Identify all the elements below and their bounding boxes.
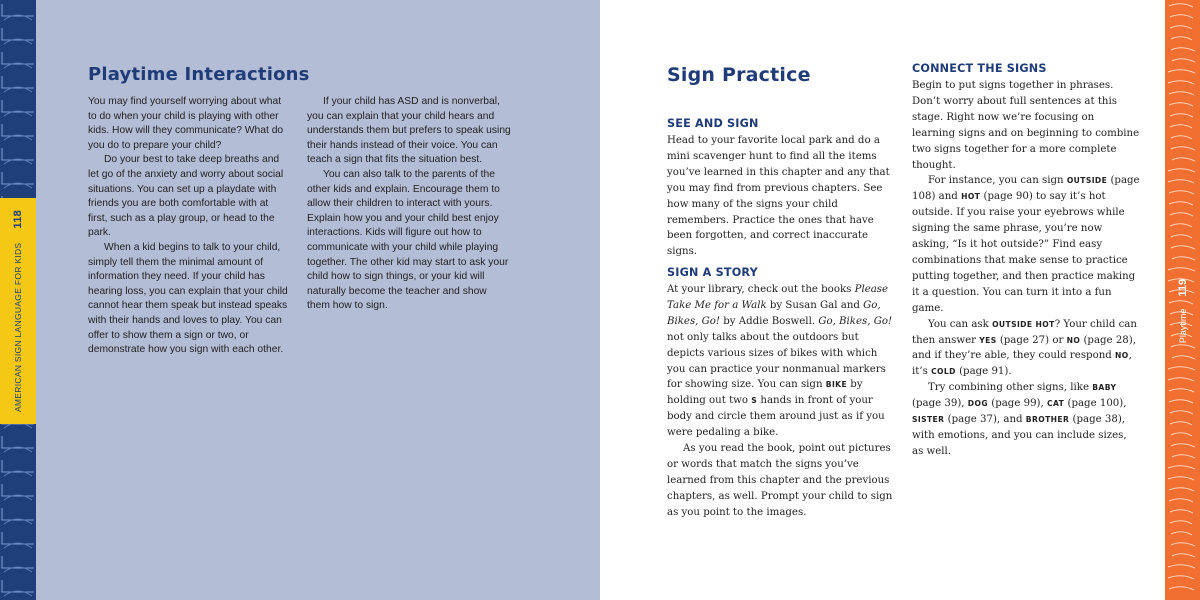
sign-term: BABY bbox=[1092, 383, 1117, 393]
paragraph: When a kid begins to talk to your child, simply tell them the minimal amount of information they need. If your child has hearing loss, you can explain that your child cannot hear them speak but instead speaks with their hands and loves to play. You can offer to show them a sign or two, or demonstrate how you sign with each other. bbox=[88, 241, 288, 356]
paragraph: You may find yourself worrying about what to do when your child is playing with other kids. How will they communicate? What do you do to prepare your child? bbox=[88, 96, 284, 151]
text-run: (page 99), bbox=[987, 398, 1047, 410]
paragraph: If your child has ASD and is nonverbal, you can explain that your child hears and understands them but prefers to speak using their hands instead of their voice. You can teach a sign that fits the situation best. bbox=[307, 96, 511, 166]
sign-term: YES bbox=[979, 335, 997, 345]
sign-term: OUTSIDE bbox=[1066, 176, 1108, 186]
paragraph: Head to your favorite local park and do a mini scavenger hunt to find all the items you’ve learned in this chapter and any that you may find from previous chapters. See how many of the signs your child remembers. Practice the ones that have been forgotten, and correct inaccurate signs. bbox=[667, 135, 890, 258]
sign-a-story-body bbox=[667, 282, 895, 521]
running-header-right bbox=[1177, 279, 1189, 343]
text-run: (page 27) or bbox=[996, 334, 1067, 346]
subheading-connect-the-signs: CONNECT THE SIGNS bbox=[912, 62, 1047, 75]
page-number-right: 119 bbox=[1177, 278, 1189, 297]
book-title-label: AMERICAN SIGN LANGUAGE FOR KIDS bbox=[13, 242, 23, 413]
paragraph bbox=[912, 173, 1140, 316]
text-run: (page 90) to say it’s hot outside. If you raise your eyebrows while signing the same phrase, you’re now asking, “Is it hot outside?” Find easy combinations that make sense to practice putting together, and then practice making it a question. You can turn it into a fun game. bbox=[912, 191, 1136, 314]
sign-term: BROTHER bbox=[1025, 415, 1070, 425]
text-run: hands in front of your body and circle them around just as if you were pedaling a bike. bbox=[667, 395, 885, 439]
text-run: (page 100), bbox=[1064, 398, 1127, 410]
text-run: (page 37), and bbox=[944, 414, 1026, 426]
left-column-1 bbox=[88, 95, 288, 358]
paragraph: Begin to put signs together in phrases. Don’t worry about full sentences at this stage. Right now we’re focusing on learning signs and on beginning to combine two signs together for a more complete thought. bbox=[912, 80, 1140, 171]
paragraph: As you read the book, point out pictures or words that match the signs you’ve learned from this chapter and the previous chapters, as well. Prompt your child to sign as you point to the images. bbox=[667, 443, 893, 518]
sign-term: HOT bbox=[961, 192, 981, 202]
text-run: (page 108) and bbox=[912, 175, 1140, 203]
text-run: You can ask bbox=[928, 318, 993, 330]
text-run: , it’s bbox=[912, 350, 1132, 378]
paragraph: Do your best to take deep breaths and let go of the anxiety and worry about social situations. You can set up a playdate with friends you are both comfortable with at first, such as a play group, or head to the park. bbox=[88, 154, 284, 239]
page-number-left: 118 bbox=[12, 209, 24, 229]
paragraph bbox=[912, 380, 1140, 460]
running-header-left bbox=[12, 210, 24, 412]
text-run: ? Your child can then answer bbox=[912, 318, 1137, 346]
text-run: by holding out two bbox=[667, 379, 863, 407]
connect-the-signs-body bbox=[912, 78, 1140, 460]
paragraph bbox=[667, 282, 895, 441]
sign-term: COLD bbox=[931, 367, 956, 377]
sign-term: NO bbox=[1115, 351, 1129, 361]
text-run: (page 91). bbox=[955, 366, 1012, 378]
text-run: (page 28), and if they’re able, they could respond bbox=[912, 334, 1136, 362]
book-title: Go, Bikes, Go! bbox=[667, 299, 881, 327]
chapter-label: Playtime bbox=[1178, 308, 1188, 344]
left-column-2 bbox=[307, 95, 511, 314]
text-run: by Addie Boswell. bbox=[720, 315, 819, 327]
sign-term: CAT bbox=[1047, 399, 1065, 409]
sign-term: SISTER bbox=[912, 415, 945, 425]
paragraph: You can also talk to the parents of the other kids and explain. Encourage them to allow their children to interact with yours. Explain how you and your child best enjoy interactions. Kids will figure out how to communicate with your child while playing together. The other kid may start to ask your child how to sign things, or your kid will naturally become the teacher and show them how to sign. bbox=[307, 168, 509, 312]
book-title: Go, Bikes, Go! bbox=[818, 315, 893, 327]
text-run: Try combining other signs, like bbox=[928, 382, 1093, 394]
section-title-playtime-interactions: Playtime Interactions bbox=[88, 64, 310, 85]
text-run: At your library, check out the books bbox=[667, 284, 855, 295]
subheading-sign-a-story: SIGN A STORY bbox=[667, 266, 758, 279]
text-run: by Susan Gal and bbox=[766, 299, 864, 311]
paragraph bbox=[912, 317, 1140, 381]
book-title: Please Take Me for a Walk bbox=[667, 284, 889, 311]
sign-term: NO bbox=[1066, 335, 1081, 345]
sign-term: BIKE bbox=[825, 380, 848, 390]
see-and-sign-body bbox=[667, 133, 895, 260]
text-run: For instance, you can sign bbox=[928, 175, 1067, 187]
sign-term: S bbox=[751, 396, 758, 406]
sign-term: DOG bbox=[967, 399, 988, 409]
sign-term: OUTSIDE HOT bbox=[992, 319, 1055, 329]
text-run: (page 39), bbox=[912, 398, 968, 410]
subheading-see-and-sign: SEE AND SIGN bbox=[667, 117, 759, 130]
text-run: (page 38), with emotions, and you can include sizes, as well. bbox=[912, 414, 1127, 457]
text-run: not only talks about the outdoors but depicts various sizes of bikes with which you can practice your nonmanual markers for showing size. You can sign bbox=[667, 331, 886, 391]
section-title-sign-practice: Sign Practice bbox=[667, 64, 811, 86]
